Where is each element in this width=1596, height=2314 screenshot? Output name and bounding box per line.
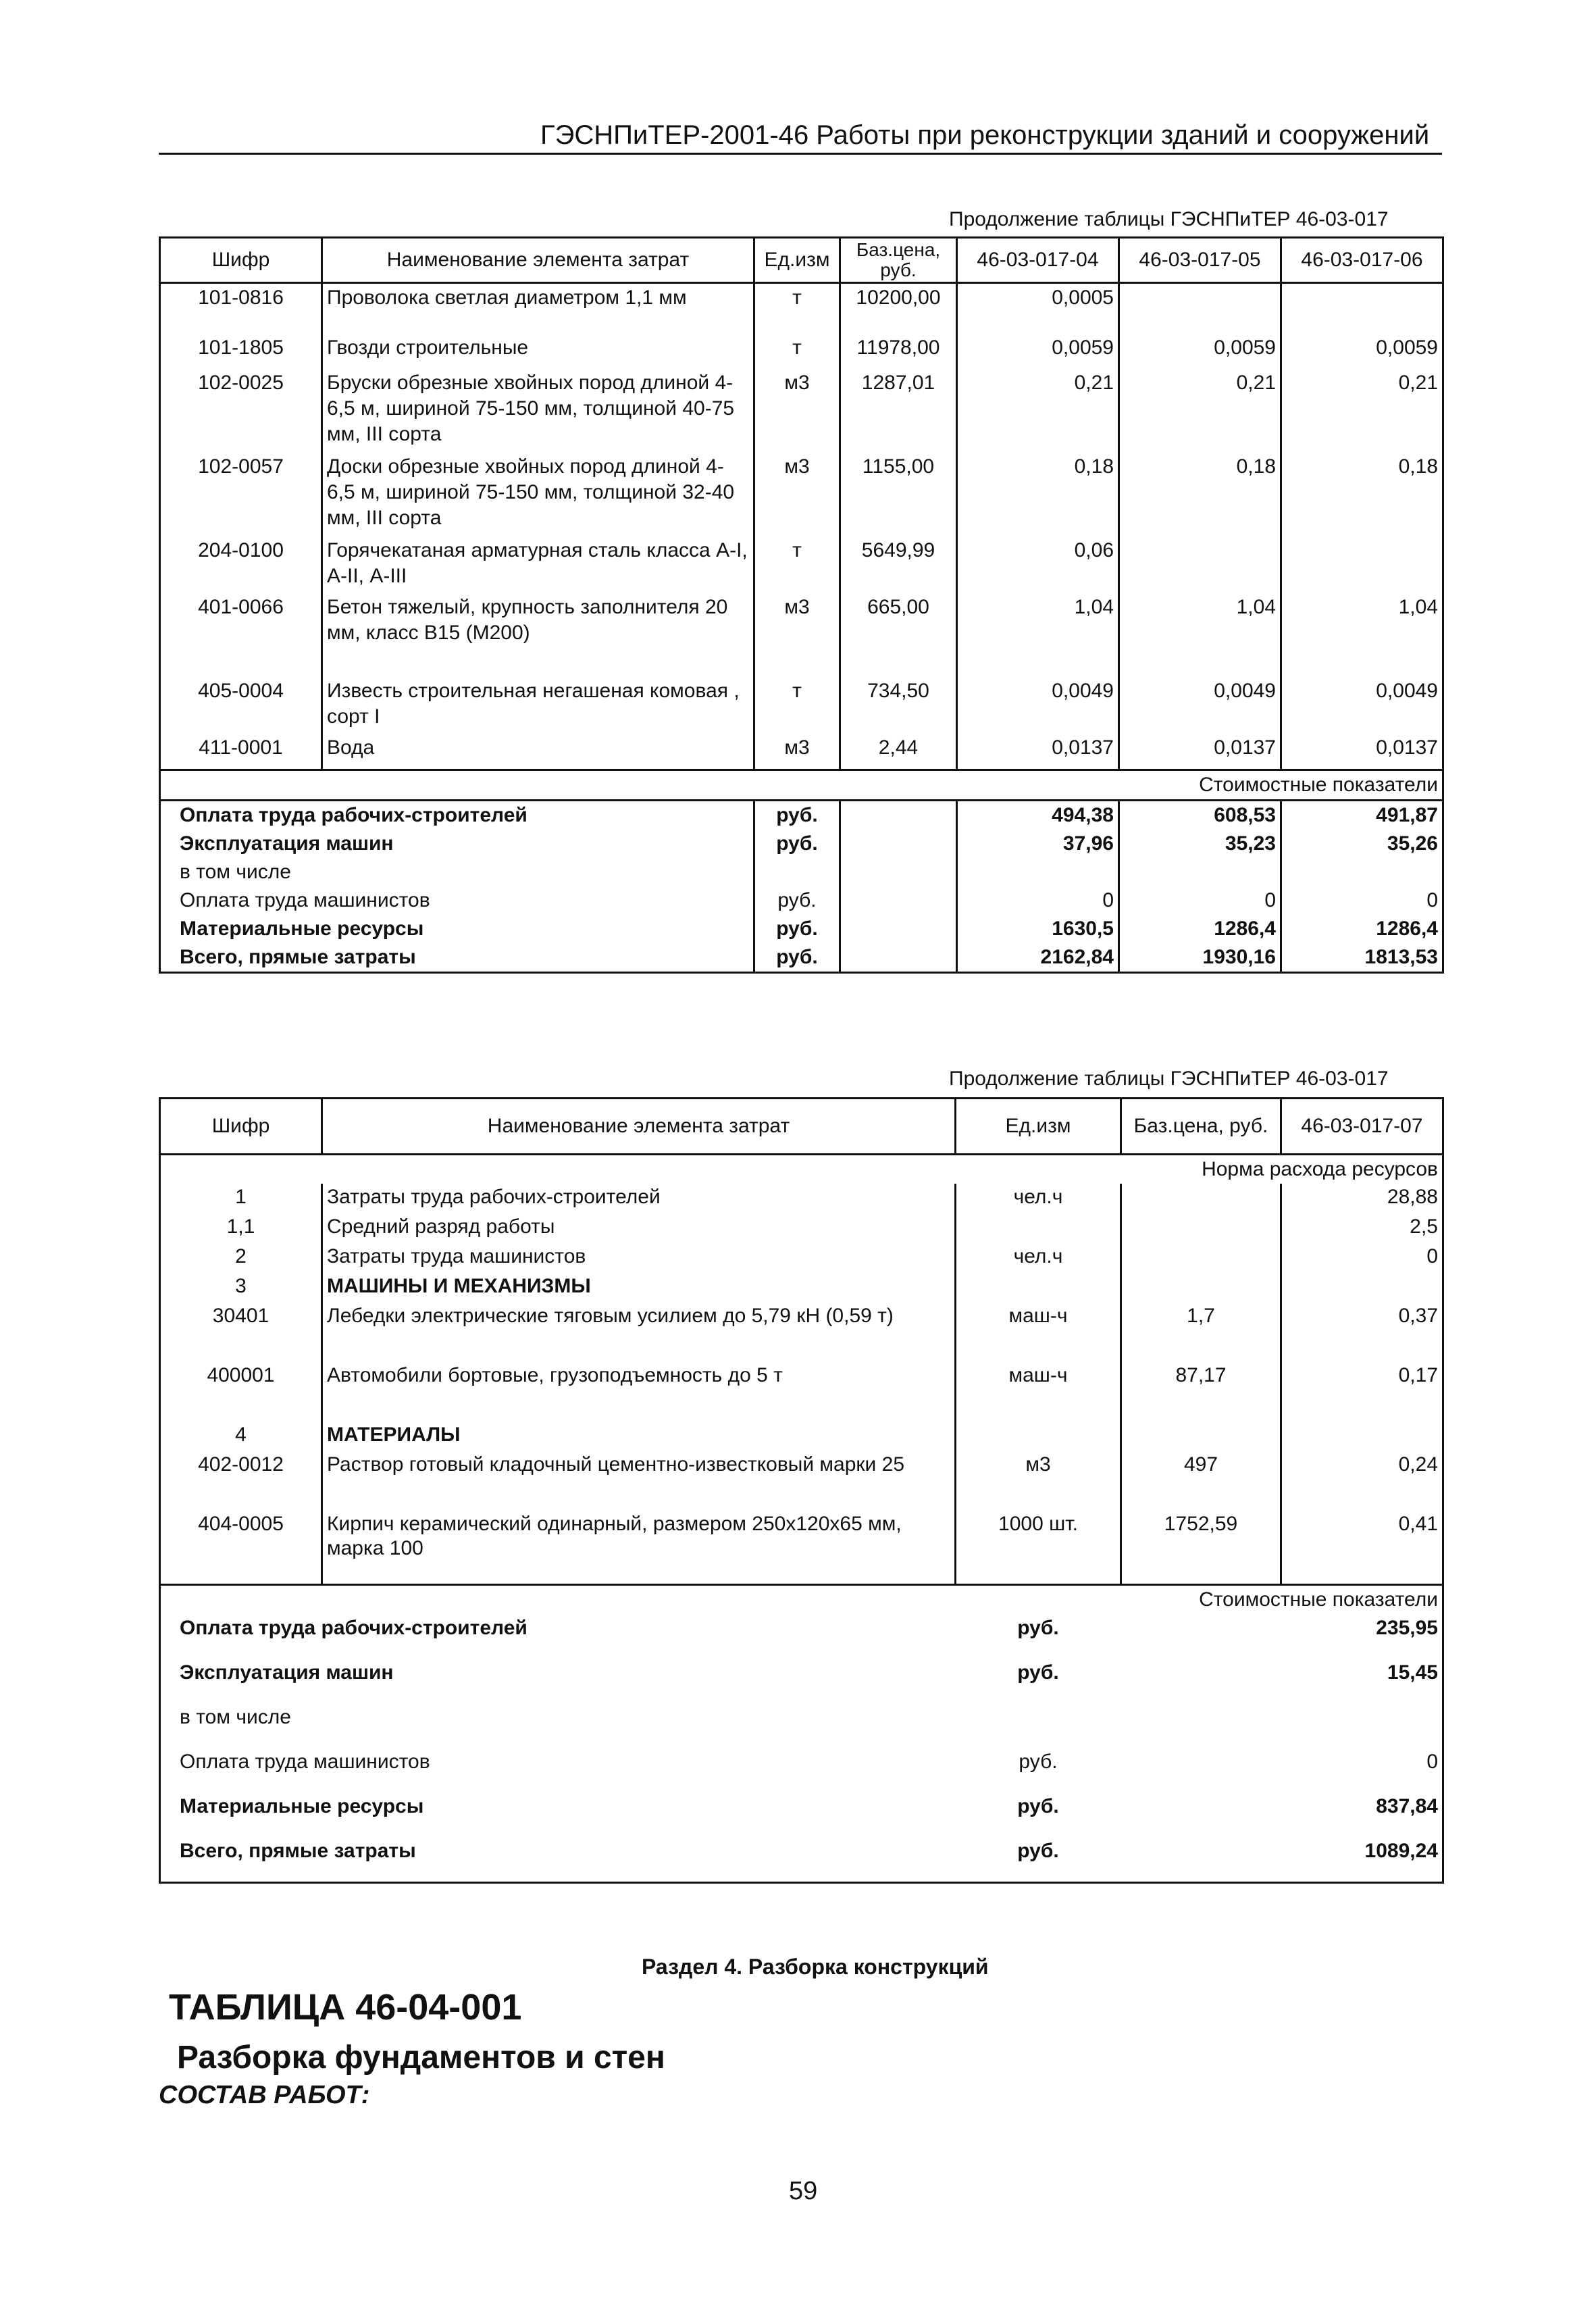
col-header-name: Наименование элемента затрат	[322, 1099, 956, 1155]
cost-value-04: 0	[957, 886, 1119, 915]
table-row	[160, 283, 1443, 334]
norm-header-row	[160, 1155, 1443, 1184]
cost-row	[160, 1748, 1443, 1792]
cost-price-empty	[840, 830, 957, 858]
row-code: 102-0057	[160, 453, 322, 536]
row-code: 404-0005	[160, 1511, 322, 1585]
cost-row	[160, 1659, 1443, 1703]
row-name: Автомобили бортовые, грузоподъемность до 5 т	[322, 1362, 956, 1422]
row-price	[1121, 1273, 1281, 1303]
cost-value-05: 0	[1119, 886, 1281, 915]
row-code: 3	[160, 1273, 322, 1303]
cost-row	[160, 830, 1443, 858]
section-label: Раздел 4. Разборка конструкций	[642, 1955, 989, 1979]
cost-row	[160, 1614, 1443, 1659]
row-code: 204-0100	[160, 536, 322, 593]
row-price: 1155,00	[840, 453, 957, 536]
work-composition-heading: СОСТАВ РАБОТ:	[159, 2081, 370, 2109]
row-value-05: 1,04	[1119, 593, 1281, 677]
cost-row	[160, 1792, 1443, 1837]
cost-price-empty	[840, 915, 957, 943]
cost-label: в том числе	[180, 1706, 291, 1728]
cost-unit	[754, 858, 840, 886]
cost-label: Материальные ресурсы	[180, 1795, 424, 1817]
row-unit: м3	[754, 593, 840, 677]
row-value-05: 0,0049	[1119, 677, 1281, 734]
cost-row	[160, 1703, 1443, 1748]
row-unit	[956, 1213, 1121, 1243]
row-code: 102-0025	[160, 369, 322, 453]
row-name: Горячекатаная арматурная сталь класса А-I, А-II, А-III	[322, 536, 754, 593]
table-row	[160, 1451, 1443, 1511]
cost-price-empty	[1121, 1792, 1281, 1837]
cost-row	[160, 1837, 1443, 1883]
col-header-unit: Ед.изм	[956, 1099, 1121, 1155]
row-price: 1752,59	[1121, 1511, 1281, 1585]
table-row	[160, 1511, 1443, 1585]
row-unit: т	[754, 283, 840, 334]
row-name: Бетон тяжелый, крупность заполнителя 20 мм, класс В15 (М200)	[322, 593, 754, 677]
row-value-05	[1119, 283, 1281, 334]
col-header-code: Шифр	[160, 1099, 322, 1155]
row-name: Средний разряд работы	[322, 1213, 956, 1243]
cost-value-06: 1813,53	[1364, 946, 1438, 968]
col-header-v1: 46-03-017-04	[957, 238, 1119, 283]
row-name: Вода	[322, 734, 754, 770]
row-unit: м3	[754, 369, 840, 453]
row-unit: маш-ч	[956, 1303, 1121, 1362]
cost-price-empty	[1121, 1703, 1281, 1748]
table-row	[160, 453, 1443, 536]
row-price: 1287,01	[840, 369, 957, 453]
row-value-07: 2,5	[1410, 1215, 1438, 1238]
row-value-06	[1281, 283, 1443, 334]
col-header-unit: Ед.изм	[754, 238, 840, 283]
row-code: 401-0066	[160, 593, 322, 677]
cost-label: Оплата труда машинистов	[180, 1751, 430, 1773]
row-price	[1121, 1213, 1281, 1243]
cost-label: Оплата труда рабочих-строителей	[180, 1617, 527, 1639]
cost-header-row	[160, 1585, 1443, 1615]
row-code: 1	[160, 1184, 322, 1213]
row-price: 11978,00	[840, 334, 957, 369]
row-unit: т	[754, 536, 840, 593]
cost-unit: руб.	[1017, 1617, 1059, 1639]
cost-value-06: 35,26	[1387, 832, 1438, 855]
cost-value-04: 2162,84	[957, 943, 1119, 973]
col-header-price: Баз.цена, руб.	[840, 238, 957, 283]
cost-row	[160, 801, 1443, 830]
cost-value-07	[1281, 1703, 1443, 1748]
row-price	[1121, 1422, 1281, 1451]
row-unit: т	[754, 677, 840, 734]
table2	[159, 1097, 1444, 1884]
row-unit: м3	[754, 734, 840, 770]
cost-header: Стоимостные показатели	[160, 770, 1443, 801]
table-row	[160, 1273, 1443, 1303]
table-name: Разборка фундаментов и стен	[177, 2040, 665, 2076]
row-name: Проволока светлая диаметром 1,1 мм	[322, 283, 754, 334]
cost-value-06: 491,87	[1281, 801, 1443, 830]
row-value-06: 0,21	[1398, 372, 1438, 394]
row-value-07	[1281, 1273, 1443, 1303]
row-code: 411-0001	[160, 734, 322, 770]
row-price	[1121, 1243, 1281, 1273]
cost-value-07: 15,45	[1387, 1661, 1438, 1684]
cost-unit: руб.	[1017, 1795, 1059, 1817]
row-price	[1121, 1184, 1281, 1213]
row-name: Затраты труда рабочих-строителей	[322, 1184, 956, 1213]
cost-price-empty	[840, 801, 957, 830]
cost-value-07: 0	[1426, 1751, 1438, 1773]
table-row	[160, 677, 1443, 734]
col-header-v2: 46-03-017-05	[1119, 238, 1281, 283]
col-header-value: 46-03-017-07	[1281, 1099, 1443, 1155]
row-value-05: 0,0137	[1119, 734, 1281, 770]
row-value-07	[1281, 1422, 1443, 1451]
row-price: 497	[1121, 1451, 1281, 1511]
cost-price-empty	[1121, 1659, 1281, 1703]
row-name: Раствор готовый кладочный цементно-известковый марки 25	[322, 1451, 956, 1511]
row-code: 405-0004	[160, 677, 322, 734]
row-name: МАТЕРИАЛЫ	[322, 1422, 956, 1451]
cost-header: Стоимостные показатели	[160, 1585, 1443, 1615]
row-value-05	[1119, 536, 1281, 593]
cost-value-06	[1281, 858, 1443, 886]
row-name: Лебедки электрические тяговым усилием до 5,79 кН (0,59 т)	[322, 1303, 956, 1362]
cost-unit: руб.	[754, 886, 840, 915]
row-price: 734,50	[840, 677, 957, 734]
page-header-title: ГЭСНПиТЕР-2001-46 Работы при реконструкции зданий и сооружений	[540, 120, 1430, 150]
row-value-07: 0,24	[1398, 1453, 1438, 1476]
row-value-07: 0,17	[1398, 1364, 1438, 1386]
row-value-04: 0,0059	[957, 334, 1119, 369]
row-unit: чел.ч	[956, 1184, 1121, 1213]
table-row	[160, 593, 1443, 677]
row-unit: чел.ч	[956, 1243, 1121, 1273]
header-rule	[159, 153, 1442, 155]
row-value-04: 0,21	[957, 369, 1119, 453]
row-unit	[956, 1422, 1121, 1451]
cost-unit: руб.	[1017, 1661, 1059, 1684]
table-row	[160, 1303, 1443, 1362]
row-unit: м3	[754, 453, 840, 536]
cost-label: Материальные ресурсы	[160, 915, 754, 943]
row-price: 5649,99	[840, 536, 957, 593]
cost-value-05	[1119, 858, 1281, 886]
table-row	[160, 1422, 1443, 1451]
row-name: Гвозди строительные	[322, 334, 754, 369]
table2-header-row	[160, 1099, 1443, 1155]
col-header-name: Наименование элемента затрат	[322, 238, 754, 283]
row-value-06: 0,0059	[1376, 336, 1438, 359]
cost-unit: руб.	[754, 801, 840, 830]
row-code: 402-0012	[160, 1451, 322, 1511]
col-header-v3: 46-03-017-06	[1281, 238, 1443, 283]
table-row	[160, 1362, 1443, 1422]
row-price: 87,17	[1121, 1362, 1281, 1422]
row-value-06: 1,04	[1398, 596, 1438, 618]
table2-continuation: Продолжение таблицы ГЭСНПиТЕР 46-03-017	[949, 1067, 1389, 1090]
cost-price-empty	[840, 858, 957, 886]
cost-header-row	[160, 770, 1443, 801]
cost-label: Эксплуатация машин	[180, 1661, 394, 1684]
cost-value-04	[957, 858, 1119, 886]
cost-value-04: 37,96	[957, 830, 1119, 858]
cost-value-05: 1930,16	[1119, 943, 1281, 973]
row-unit: м3	[956, 1451, 1121, 1511]
cost-value-05: 608,53	[1119, 801, 1281, 830]
cost-row	[160, 915, 1443, 943]
col-header-code: Шифр	[160, 238, 322, 283]
row-value-07: 28,88	[1387, 1186, 1438, 1208]
row-value-06: 0,0049	[1376, 680, 1438, 702]
row-unit: 1000 шт.	[956, 1511, 1121, 1585]
row-name: Бруски обрезные хвойных пород длиной 4-6,5 м, шириной 75-150 мм, толщиной 40-75 мм, III сорта	[322, 369, 754, 453]
row-code: 30401	[160, 1303, 322, 1362]
cost-row	[160, 886, 1443, 915]
row-value-04: 0,0005	[957, 283, 1119, 334]
table-row	[160, 1243, 1443, 1273]
row-code: 2	[160, 1243, 322, 1273]
row-unit: т	[754, 334, 840, 369]
cost-label: Всего, прямые затраты	[160, 943, 754, 973]
cost-row	[160, 943, 1443, 973]
cost-price-empty	[1121, 1837, 1281, 1883]
row-code: 400001	[160, 1362, 322, 1422]
cost-value-05: 35,23	[1119, 830, 1281, 858]
cost-unit: руб.	[754, 830, 840, 858]
cost-price-empty	[1121, 1748, 1281, 1792]
norm-header: Норма расхода ресурсов	[1202, 1158, 1438, 1180]
table-row	[160, 1184, 1443, 1213]
row-value-06: 0,0137	[1376, 736, 1438, 759]
cost-label: Оплата труда рабочих-строителей	[160, 801, 754, 830]
row-price: 10200,00	[840, 283, 957, 334]
cost-value-07: 1089,24	[1364, 1840, 1438, 1862]
row-price: 1,7	[1121, 1303, 1281, 1362]
row-value-05: 0,21	[1119, 369, 1281, 453]
cost-value-04: 494,38	[957, 801, 1119, 830]
cost-value-05: 1286,4	[1119, 915, 1281, 943]
row-unit: маш-ч	[956, 1362, 1121, 1422]
row-value-04: 1,04	[957, 593, 1119, 677]
row-value-04: 0,06	[957, 536, 1119, 593]
table-row	[160, 734, 1443, 770]
page-number: 59	[789, 2177, 818, 2205]
row-value-05: 0,18	[1119, 453, 1281, 536]
table1-header-row	[160, 238, 1443, 283]
table-row	[160, 1213, 1443, 1243]
table-row	[160, 369, 1443, 453]
row-price: 2,44	[840, 734, 957, 770]
row-value-06: 0,18	[1398, 455, 1438, 478]
row-code: 101-1805	[160, 334, 322, 369]
table-title: ТАБЛИЦА 46-04-001	[169, 1987, 522, 2028]
cost-label: Всего, прямые затраты	[180, 1840, 416, 1862]
cost-value-07: 235,95	[1376, 1617, 1438, 1639]
cost-unit: руб.	[754, 943, 840, 973]
table1	[159, 236, 1444, 974]
row-name: Кирпич керамический одинарный, размером 250х120х65 мм, марка 100	[322, 1511, 956, 1585]
row-value-05: 0,0059	[1119, 334, 1281, 369]
row-value-04: 0,0049	[957, 677, 1119, 734]
table-row	[160, 536, 1443, 593]
cost-price-empty	[840, 886, 957, 915]
cost-value-06: 1286,4	[1376, 917, 1438, 940]
table-row	[160, 334, 1443, 369]
cost-value-04: 1630,5	[957, 915, 1119, 943]
row-code: 1,1	[160, 1213, 322, 1243]
row-price: 665,00	[840, 593, 957, 677]
cost-unit: руб.	[1017, 1840, 1059, 1862]
cost-label: Эксплуатация машин	[160, 830, 754, 858]
cost-price-empty	[840, 943, 957, 973]
row-unit	[956, 1273, 1121, 1303]
row-name: МАШИНЫ И МЕХАНИЗМЫ	[322, 1273, 956, 1303]
row-value-07: 0	[1426, 1245, 1438, 1267]
row-code: 101-0816	[160, 283, 322, 334]
col-header-price: Баз.цена, руб.	[1121, 1099, 1281, 1155]
row-value-04: 0,0137	[957, 734, 1119, 770]
cost-unit	[956, 1703, 1121, 1748]
row-value-07: 0,37	[1398, 1305, 1438, 1327]
row-value-06	[1281, 536, 1443, 593]
row-value-07: 0,41	[1398, 1513, 1438, 1535]
cost-label: в том числе	[160, 858, 754, 886]
cost-label: Оплата труда машинистов	[160, 886, 754, 915]
cost-row	[160, 858, 1443, 886]
cost-price-empty	[1121, 1614, 1281, 1659]
row-name: Известь строительная негашеная комовая , сорт I	[322, 677, 754, 734]
cost-value-07: 837,84	[1376, 1795, 1438, 1817]
row-value-04: 0,18	[957, 453, 1119, 536]
cost-unit: руб.	[1019, 1751, 1058, 1773]
row-name: Доски обрезные хвойных пород длиной 4-6,5 м, шириной 75-150 мм, толщиной 32-40 мм, III сорта	[322, 453, 754, 536]
table1-continuation: Продолжение таблицы ГЭСНПиТЕР 46-03-017	[949, 208, 1389, 230]
cost-unit: руб.	[754, 915, 840, 943]
row-name: Затраты труда машинистов	[322, 1243, 956, 1273]
cost-value-06: 0	[1426, 889, 1438, 911]
row-code: 4	[160, 1422, 322, 1451]
